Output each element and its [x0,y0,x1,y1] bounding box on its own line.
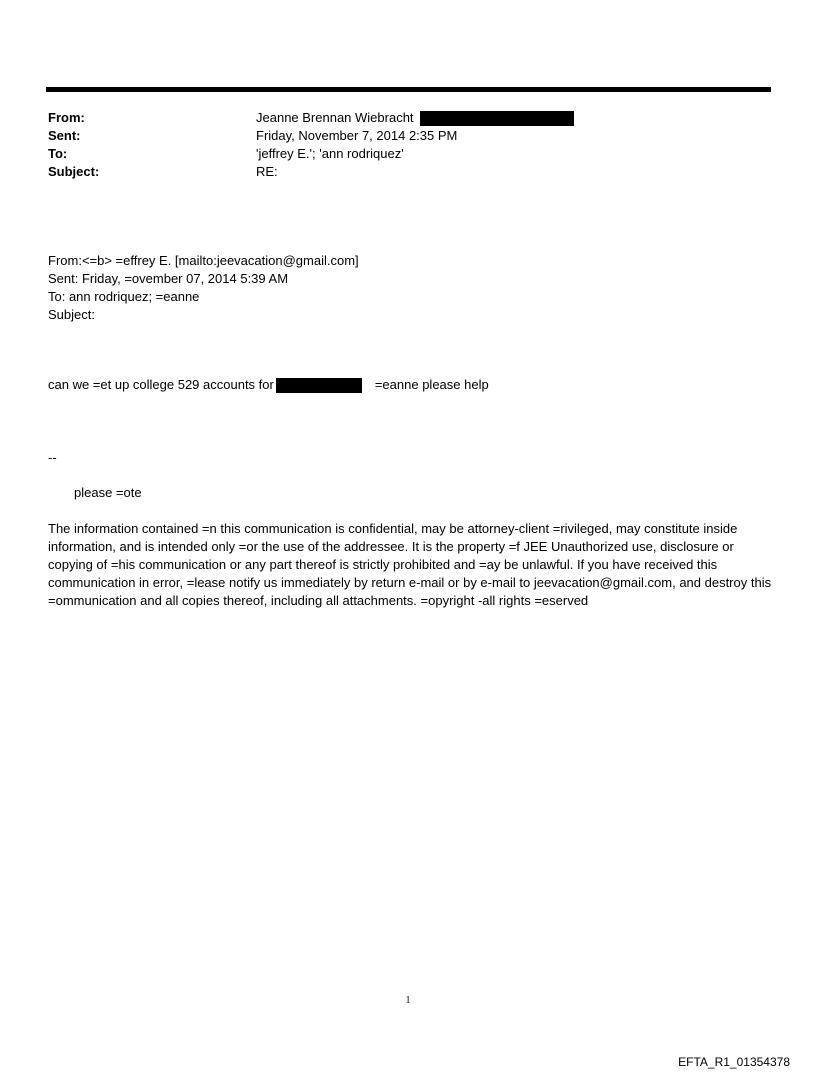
sent-label: Sent: [48,128,81,143]
from-row [48,109,574,127]
forwarded-sent-line: Sent: Friday, =ovember 07, 2014 5:39 AM [48,271,289,286]
to-row [48,145,574,163]
from-label: From: [48,110,85,125]
redaction-box [420,111,574,126]
request-text-before: can we =et up college 529 accounts for [48,377,274,392]
from-value [256,109,574,127]
sent-row [48,127,574,145]
header-divider [46,87,771,92]
document-id: EFTA_R1_01354378 [678,1055,790,1069]
to-value: 'jeffrey E.'; 'ann rodriquez' [256,146,404,161]
redaction-box [276,378,362,393]
forwarded-to-line: To: ann rodriquez; =eanne [48,289,200,304]
confidentiality-disclaimer: The information contained =n this communication is confidential, may be attorney-client =rivileged, may constitute inside information, and is intended only =or the use of the addressee. It is the property =f JEE Unauthorized use, disclosure or copying of =his communication or any part thereof is strictly prohibited and =ay be unlawful. If you have received this communication in error, =lease notify us immediately by return e-mail or by e-mail to jeevacation@gmail.com, and destroy this =ommunication and all copies thereof, including all attachments. =opyright -all rights =eserved [48,521,772,608]
page-number: 1 [405,995,411,1006]
forwarded-from-line: From:<=b> =effrey E. [mailto:jeevacation@gmail.com] [48,253,359,268]
forwarded-header [48,252,359,324]
to-label: To: [48,146,68,161]
email-header [48,109,574,181]
note-line: please =ote [74,485,142,500]
request-line [48,376,489,394]
sent-value: Friday, November 7, 2014 2:35 PM [256,128,458,143]
subject-row [48,163,574,181]
request-text-after: =eanne please help [374,377,489,392]
subject-value: RE: [256,164,278,179]
signature-separator: -- [48,450,57,465]
forwarded-subject-line: Subject: [48,307,95,322]
from-name: Jeanne Brennan Wiebracht [256,110,414,125]
subject-label: Subject: [48,164,100,179]
